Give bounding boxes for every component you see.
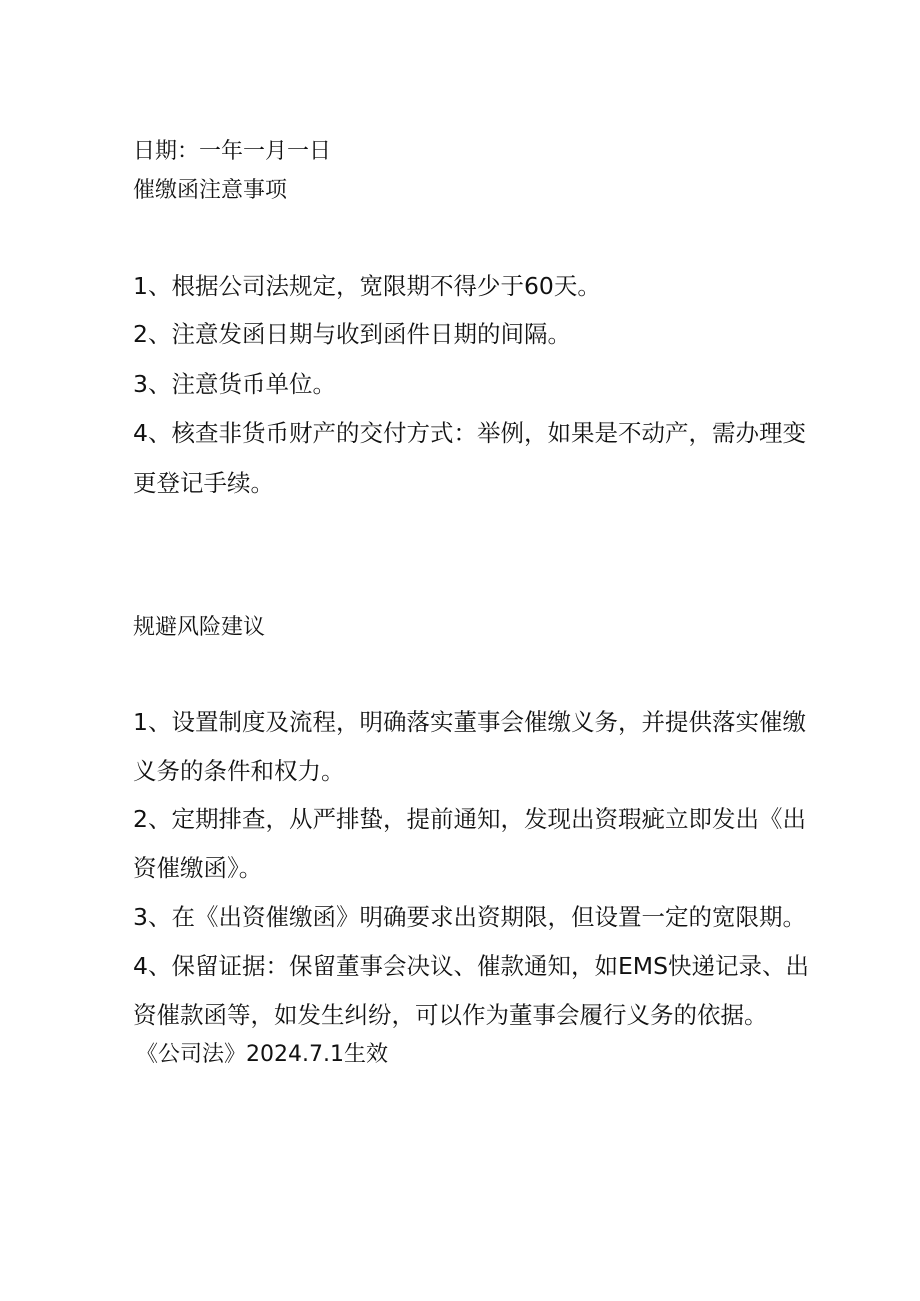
notes-title: 催缴函注意事项 [133, 178, 288, 203]
advice-item-3: 3、在《出资催缴函》明确要求出资期限，但设置一定的宽限期。 [133, 903, 806, 931]
advice-item-4: 4、保留证据：保留董事会决议、催款通知，如EMS快递记录、出 [133, 952, 809, 980]
advice-item-4-cont: 资催款函等，如发生纠纷，可以作为董事会履行义务的依据。 [133, 1001, 768, 1029]
advice-item-2-cont: 资催缴函》。 [133, 854, 263, 882]
footer-note: 《公司法》2024.7.1生效 [136, 1042, 388, 1067]
notes-item-4-cont: 更登记手续。 [133, 469, 274, 497]
date-line: 日期：一年一月一日 [133, 139, 332, 164]
advice-item-2: 2、定期排查，从严排蛰，提前通知，发现出资瑕疵立即发出《出 [133, 805, 806, 833]
advice-item-1: 1、设置制度及流程，明确落实董事会催缴义务，并提供落实催缴 [133, 708, 806, 736]
advice-item-1-cont: 义务的条件和权力。 [133, 757, 345, 785]
notes-item-2: 2、注意发函日期与收到函件日期的间隔。 [133, 320, 571, 348]
notes-item-3: 3、注意货币单位。 [133, 370, 336, 398]
notes-item-1: 1、根据公司法规定，宽限期不得少于60天。 [133, 272, 601, 300]
advice-title: 规避风险建议 [133, 615, 266, 640]
notes-item-4: 4、核查非货币财产的交付方式：举例，如果是不动产，需办理变 [133, 419, 806, 447]
